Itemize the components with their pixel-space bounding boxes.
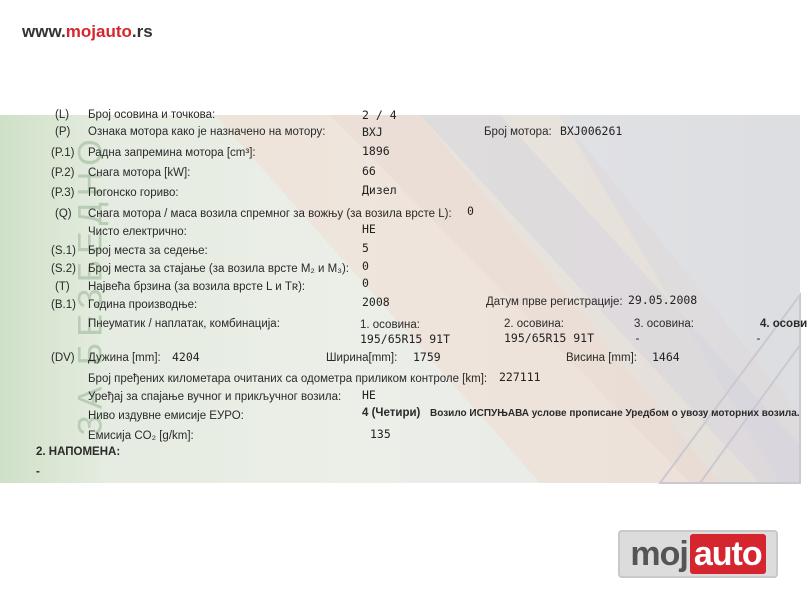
label-tires: Пнеуматик / наплатак, комбинација: [88, 318, 280, 330]
value-standing: 0 [362, 259, 369, 273]
document-photo [0, 108, 807, 483]
value-engine-number: BXJ006261 [560, 124, 623, 138]
code-dv: (DV) [51, 352, 75, 364]
value-tire-axle-4: - [755, 331, 762, 345]
value-seats: 5 [362, 241, 369, 255]
value-electric: НЕ [362, 222, 376, 236]
label-standing: Број места за стајање (за возила врсте M₂ и M₃): [88, 263, 349, 275]
label-height: Висина [mm]: [566, 352, 637, 364]
value-odometer: 227111 [499, 370, 541, 384]
site-url-suffix: .rs [131, 22, 153, 41]
value-tire-axle-3: - [634, 331, 641, 345]
watermark-text: ЗА БЕЗБЕДНО [71, 133, 110, 436]
label-seats: Број места за седење: [88, 245, 208, 257]
label-power: Снага мотора [kW]: [88, 167, 191, 179]
code-l: (L) [55, 109, 70, 121]
logo-part-moj: moj [630, 534, 688, 573]
site-url-prefix: www. [22, 22, 66, 41]
euro-compliance-note: Возило ИСПУЊАВА услове прописане Уредбом о увозу моторних возила. [430, 408, 800, 419]
label-axle-2: 2. осовина: [504, 318, 564, 330]
label-width: Ширина[mm]: [326, 352, 398, 364]
value-displacement: 1896 [362, 144, 390, 158]
code-p1: (P.1) [51, 147, 75, 159]
value-axles: 2 / 4 [362, 108, 397, 122]
code-s1: (S.1) [51, 245, 76, 257]
label-odometer: Број пређених километара очитаних са одометра приликом контроле [km]: [88, 373, 488, 385]
note-dash: - [36, 466, 40, 478]
label-length: Дужина [mm]: [88, 352, 161, 364]
label-euro: Ниво издувне емисије ЕУРО: [88, 410, 244, 422]
mojauto-logo [618, 530, 778, 578]
value-power: 66 [362, 164, 376, 178]
code-t: (T) [55, 281, 70, 293]
label-tow-device: Уређај за спајање вучног и прикључног возила: [88, 391, 342, 403]
label-displacement: Радна запремина мотора [cm³]: [88, 147, 256, 159]
value-tow-device: НЕ [362, 388, 376, 402]
logo-part-auto: auto [690, 534, 766, 574]
note-heading: 2. НАПОМЕНА: [36, 446, 121, 458]
label-co2: Емисија CO₂ [g/km]: [88, 430, 194, 442]
site-url [22, 22, 153, 42]
label-max-speed: Највећа брзина (за возила врсте L и Tʀ): [88, 281, 306, 293]
label-electric: Чисто електрично: [88, 226, 187, 238]
code-b1: (B.1) [51, 299, 76, 311]
label-first-registration: Датум прве регистрације: [486, 296, 623, 308]
value-co2: 135 [370, 427, 391, 441]
value-width: 1759 [413, 350, 441, 364]
label-year: Година производње: [88, 299, 198, 311]
label-axles: Број осовина и точкова: [88, 109, 216, 121]
value-max-speed: 0 [362, 276, 369, 290]
value-length: 4204 [172, 350, 200, 364]
value-tire-axle-1: 195/65R15 91T [360, 332, 451, 346]
code-s2: (S.2) [51, 263, 76, 275]
label-axle-3: 3. осовина: [634, 318, 694, 330]
value-fuel: Дизел [362, 183, 397, 197]
code-p2: (P.2) [51, 167, 75, 179]
label-power-mass: Снага мотора / маса возила спремног за вожњу (за возила врсте L): [88, 208, 452, 220]
label-fuel: Погонско гориво: [88, 187, 179, 199]
value-first-registration: 29.05.2008 [628, 293, 698, 307]
value-euro: 4 (Четири) [362, 407, 421, 419]
code-q: (Q) [55, 208, 72, 220]
code-p: (P) [55, 126, 71, 138]
value-power-mass: 0 [467, 204, 474, 218]
label-axle-1: 1. осовина: [360, 319, 420, 331]
value-engine-code: BXJ [362, 125, 383, 139]
value-tire-axle-2: 195/65R15 91T [504, 331, 595, 345]
label-engine-number: Број мотора: [484, 126, 552, 138]
label-axle-4: 4. осови [760, 318, 807, 330]
label-engine-code: Ознака мотора како је назначено на мотору: [88, 126, 326, 138]
code-p3: (P.3) [51, 187, 75, 199]
site-url-brand: mojauto [65, 22, 132, 41]
value-height: 1464 [652, 350, 680, 364]
value-year: 2008 [362, 295, 390, 309]
